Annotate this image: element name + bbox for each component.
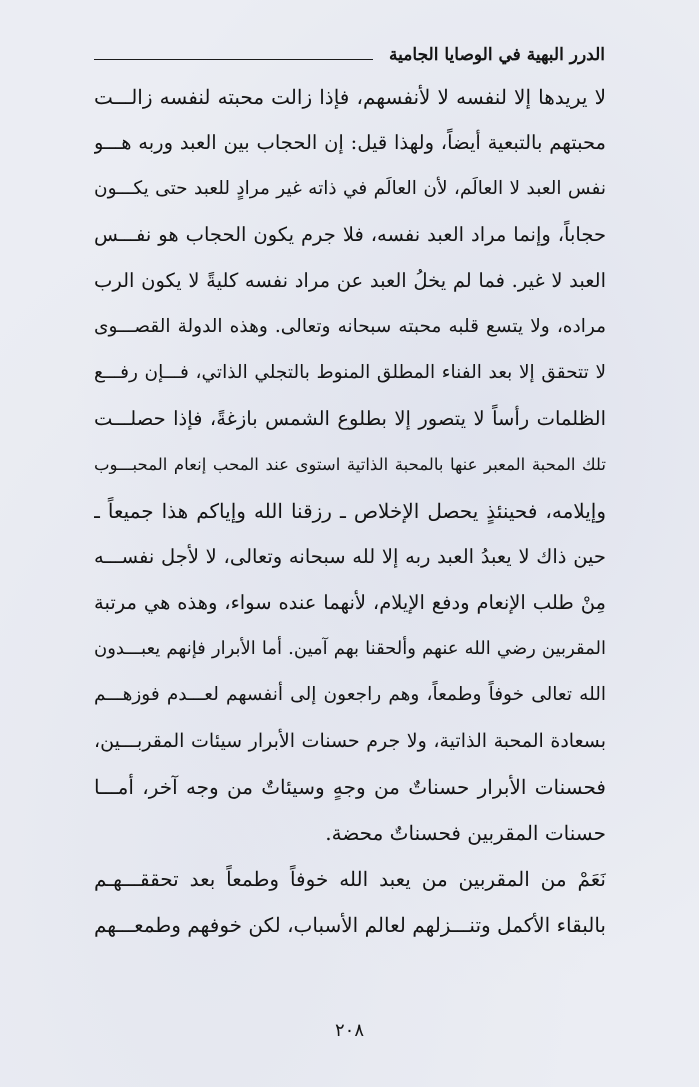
text-line: نَعَمْ من المقربين من يعبد الله خوفاً وطمعاً بعد تحققـــهـم (94, 867, 606, 891)
header-rule (94, 59, 373, 60)
page-number: ٢٠٨ (334, 1020, 364, 1041)
text-line: مِنْ طلب الإنعام ودفع الإيلام، لأنهما عنده سواء، وهذه هي مرتبة (94, 591, 606, 614)
text-line: الظلمات رأساً لا يتصور إلا بطلوع الشمس بازغةً، فإذا حصلـــت (94, 407, 606, 430)
text-line: حين ذاك لا يعبدُ العبد ربه إلا لله سبحانه وتعالى، لا لأجل نفســـه (94, 545, 606, 568)
text-line: تلك المحبة المعبر عنها بالمحبة الذاتية استوى عند المحب إنعام المحبـــوب (94, 455, 606, 474)
text-line: لا يريدها إلا لنفسه لا لأنفسهم، فإذا زالت محبته لنفسه زالـــت (94, 85, 606, 109)
text-line: مراده، ولا يتسع قلبه محبته سبحانه وتعالى. وهذه الدولة القصـــوى (94, 316, 606, 337)
text-line: بسعادة المحبة الذاتية، ولا جرم حسنات الأبرار سيئات المقربـــين، (94, 730, 606, 752)
text-line: فحسنات الأبرار حسناتٌ من وجهٍ وسيئاتٌ من وجه آخر، أمـــا (94, 775, 606, 799)
body-text (94, 74, 606, 948)
text-line: وإيلامه، فحينئذٍ يحصل الإخلاص ـ رزقنا الله وإياكم هذا جميعاً ـ (94, 499, 606, 523)
text-line: لا تتحقق إلا بعد الفناء المطلق المنوط بالتجلي الذاتي، فـــإن رفـــع (94, 362, 606, 383)
text-line: بالبقاء الأكمل وتنـــزلهم لعالم الأسباب، لكن خوفهم وطمعـــهم (94, 913, 606, 937)
text-line: نفس العبد لا العالَم، لأن العالَم في ذاته غير مرادٍ للعبد حتى يكـــون (94, 178, 606, 199)
header-title: الدرر البهية في الوصايا الجامية (389, 45, 605, 65)
running-header (94, 44, 605, 70)
text-line: محبتهم بالتبعية أيضاً، ولهذا قيل: إن الحجاب بين العبد وربه هـــو (94, 131, 606, 154)
text-line: العبد لا غير. فما لم يخلُ العبد عن مراد نفسه كليةً لا يكون الرب (94, 269, 606, 292)
paragraph-end-line: حسنات المقربين فحسناتٌ محضة. (325, 821, 606, 845)
text-line: المقربين رضي الله عنهم وألحقنا بهم آمين. أما الأبرار فإنهم يعبـــدون (94, 638, 606, 659)
text-line: حجاباً، وإنما مراد العبد نفسه، فلا جرم يكون الحجاب هو نفـــس (94, 223, 606, 246)
text-line: الله تعالى خوفاً وطمعاً، وهم راجعون إلى أنفسهم لعـــدم فوزهـــم (94, 684, 606, 705)
